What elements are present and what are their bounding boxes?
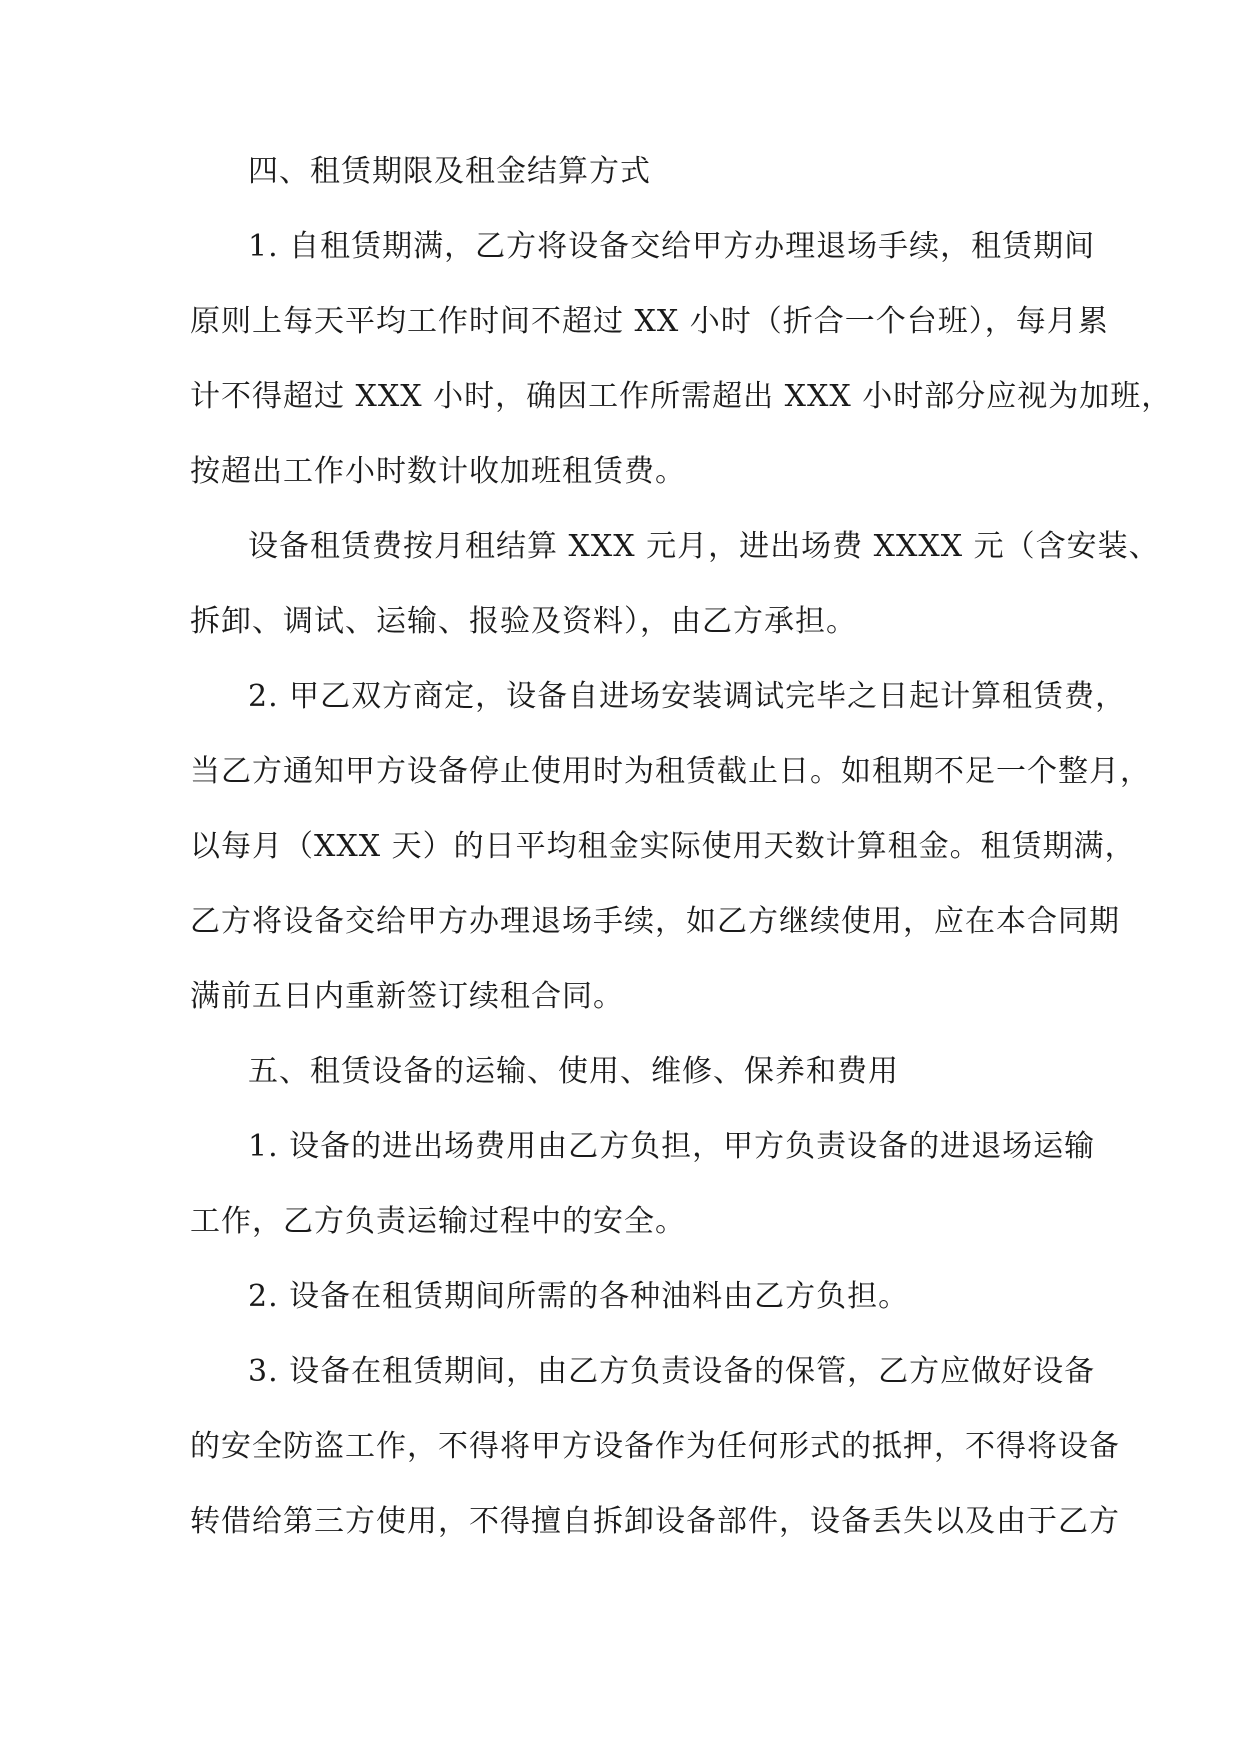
section-heading-5: 五、租赁设备的运输、使用、维修、保养和费用 (248, 1054, 899, 1089)
paragraph-line: 乙方将设备交给甲方办理退场手续，如乙方继续使用，应在本合同期 (190, 904, 1120, 939)
section-heading-4: 四、租赁期限及租金结算方式 (248, 154, 651, 189)
paragraph-line: 2. 设备在租赁期间所需的各种油料由乙方负担。 (248, 1279, 910, 1314)
paragraph-line: 的安全防盗工作，不得将甲方设备作为任何形式的抵押，不得将设备 (190, 1429, 1120, 1464)
paragraph-line: 设备租赁费按月租结算 XXX 元月，进出场费 XXXX 元（含安装、 (248, 529, 1160, 564)
paragraph-line: 转借给第三方使用，不得擅自拆卸设备部件，设备丢失以及由于乙方 (190, 1504, 1120, 1539)
paragraph-line: 按超出工作小时数计收加班租赁费。 (190, 454, 686, 489)
paragraph-line: 工作，乙方负责运输过程中的安全。 (190, 1204, 686, 1239)
paragraph-line: 原则上每天平均工作时间不超过 XX 小时（折合一个台班），每月累 (190, 304, 1109, 339)
paragraph-line: 满前五日内重新签订续租合同。 (190, 979, 624, 1014)
paragraph-line: 计不得超过 XXX 小时，确因工作所需超出 XXX 小时部分应视为加班， (190, 379, 1173, 414)
paragraph-line: 以每月（XXX 天）的日平均租金实际使用天数计算租金。租赁期满， (190, 829, 1136, 864)
paragraph-line: 当乙方通知甲方设备停止使用时为租赁截止日。如租期不足一个整月， (190, 754, 1151, 789)
paragraph-line: 1. 自租赁期满，乙方将设备交给甲方办理退场手续，租赁期间 (248, 229, 1096, 264)
paragraph-line: 1. 设备的进出场费用由乙方负担，甲方负责设备的进退场运输 (248, 1129, 1096, 1164)
paragraph-line: 2. 甲乙双方商定，设备自进场安装调试完毕之日起计算租赁费， (248, 679, 1127, 714)
paragraph-line: 拆卸、调试、运输、报验及资料），由乙方承担。 (190, 604, 857, 639)
paragraph-line: 3. 设备在租赁期间，由乙方负责设备的保管，乙方应做好设备 (248, 1354, 1096, 1389)
